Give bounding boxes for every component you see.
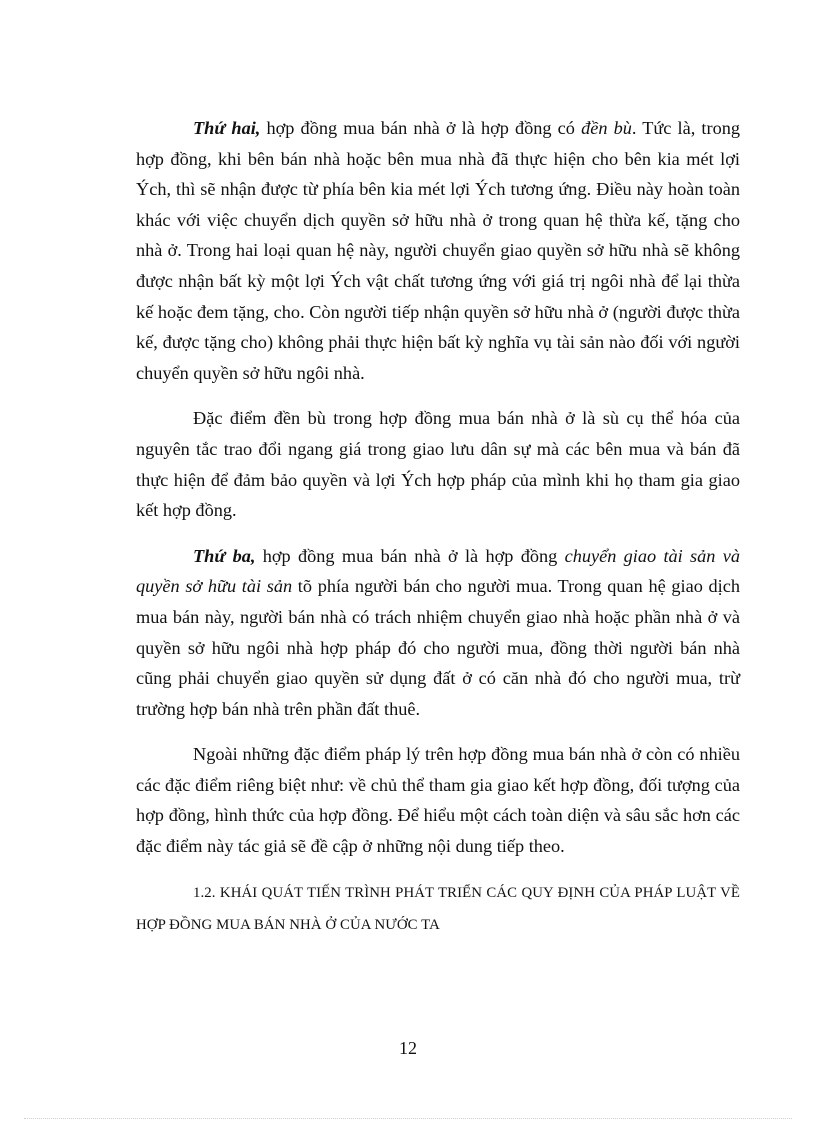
paragraph-text: . Tức là, trong hợp đồng, khi bên bán nhà hoặc bên mua nhà đã thực hiện cho bên kia mét lợi Ých, thì sẽ nhận được từ phía bên kia mét lợi Ých tương ứng. Điều này hoàn toàn khác với việc chuyển dịch quyền sở hữu nhà ở trong quan hệ thừa kế, tặng cho nhà ở. Trong hai loại quan hệ này, người chuyển giao quyền sở hữu nhà sẽ không được nhận bất kỳ một lợi Ých vật chất tương ứng với giá trị ngôi nhà để lại thừa kế hoặc đem tặng, cho. Còn người tiếp nhận quyền sở hữu nhà ở (người được thừa kế, được tặng cho) không phải thực hiện bất kỳ nghĩa vụ tài sản nào đối với người chuyển quyền sở hữu ngôi nhà. [136, 118, 740, 383]
page-number: 12 [399, 1038, 417, 1058]
paragraph-text: hợp đồng mua bán nhà ở là hợp đồng có [260, 118, 582, 138]
paragraph-text: hợp đồng mua bán nhà ở là hợp đồng [255, 545, 565, 566]
paragraph-third-feature [136, 541, 740, 725]
paragraph-text: tõ phía người bán cho người mua. Trong quan hệ giao dịch mua bán này, người bán nhà có trách nhiệm chuyển giao nhà hoặc phần nhà ở và quyền sở hữu ngôi nhà hợp pháp đó cho người mua, đồng thời người bán nhà cũng phải chuyển giao quyền sử dụng đất ở có căn nhà đó cho người mua, trừ trường hợp bán nhà trên phần đất thuê. [136, 576, 740, 719]
page-content [136, 113, 740, 941]
paragraph-compensation: Đặc điểm đền bù trong hợp đồng mua bán nhà ở là sù cụ thể hóa của nguyên tắc trao đổi ngang giá trong giao lưu dân sự mà các bên mua và bán đã thực hiện để đảm bảo quyền và lợi Ých hợp pháp của mình khi họ tham gia giao kết hợp đồng. [136, 408, 740, 521]
paragraph-lead: Thứ ba, [193, 545, 256, 566]
paragraph-other-features: Ngoài những đặc điểm pháp lý trên hợp đồng mua bán nhà ở còn có nhiều các đặc điểm riêng biệt như: về chủ thể tham gia giao kết hợp đồng, đối tượng của hợp đồng, hình thức của hợp đồng. Để hiểu một cách toàn diện và sâu sắc hơn các đặc điểm này tác giả sẽ đề cập ở những nội dung tiếp theo. [136, 744, 740, 857]
footer-divider [24, 1118, 792, 1119]
section-heading: 1.2. KHÁI QUÁT TIẾN TRÌNH PHÁT TRIỂN CÁC QUY ĐỊNH CỦA PHÁP LUẬT VỀ HỢP ĐỒNG MUA BÁN NHÀ Ở CỦA NƯỚC TA [136, 884, 740, 933]
paragraph-second-feature [136, 113, 740, 388]
paragraph-emphasis: đền bù [581, 118, 632, 138]
paragraph-lead: Thứ hai, [193, 118, 261, 138]
paragraph-emphasis: chuyển giao tài sản và quyền sở hữu tài sản [136, 545, 740, 597]
